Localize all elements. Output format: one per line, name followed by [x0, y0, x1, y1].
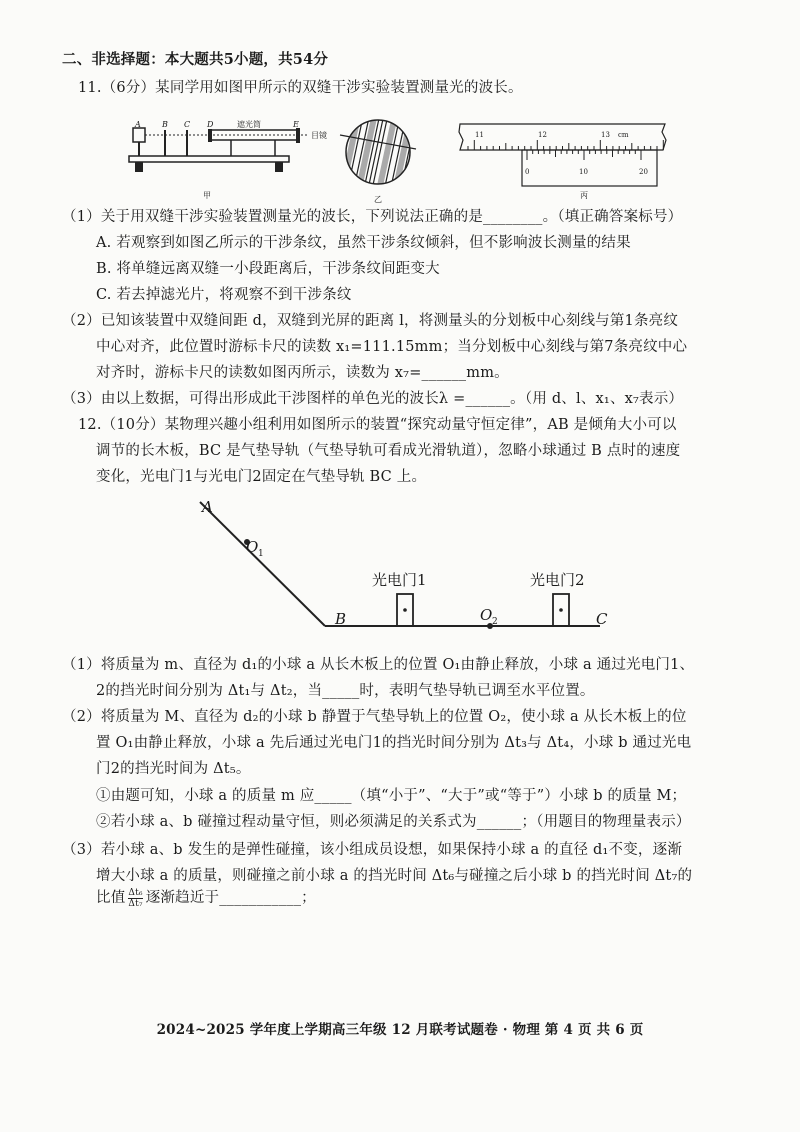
page-footer: 2024~2025 学年度上学期高三年级 12 月联考试题卷 · 物理 第 4 页 共 6 页: [156, 1022, 644, 1038]
vernier-tick-0: 0: [525, 168, 530, 176]
q11-part2-line1: （2）已知该装置中双缝间距 d，双缝到光屏的距离 l，将测量头的分划板中心刻线与第1条亮纹: [62, 313, 679, 329]
main-tick-12: 12: [538, 131, 547, 139]
q12-part1-line2: 2的挡光时间分别为 Δt₁与 Δt₂，当_____时，表明气垫导轨已调至水平位置。: [96, 683, 595, 699]
label-b: B: [162, 120, 168, 129]
q12-track-diagram: [180, 490, 620, 640]
main-tick-11: 11: [475, 131, 484, 139]
label-d: D: [207, 120, 214, 129]
unit-cm: cm: [618, 131, 629, 139]
question-11-stem: 11.（6分）某同学用如图甲所示的双缝干涉实验装置测量光的波长。: [78, 80, 523, 96]
caption-bing: 丙: [580, 191, 588, 200]
q12-stem-line3: 变化，光电门1与光电门2固定在气垫导轨 BC 上。: [96, 469, 427, 485]
q12-part2-item2: ②若小球 a、b 碰撞过程动量守恒，则必须满足的关系式为______；（用题目的物理量表示）: [96, 814, 691, 830]
gate2-label: 光电门2: [530, 571, 585, 589]
q12-part3-line3: [96, 886, 316, 909]
point-b-label: B: [335, 610, 347, 628]
q11-part1: （1）关于用双缝干涉实验装置测量光的波长，下列说法正确的是________。（填正确答案标号）: [62, 209, 683, 225]
fraction-denominator: Δt₇: [128, 898, 143, 909]
point-c-label: C: [596, 610, 608, 628]
label-e: E: [293, 120, 299, 129]
q12-part2-line2: 置 O₁由静止释放，小球 a 先后通过光电门1的挡光时间分别为 Δt₃与 Δt₄，小球 b 通过光电: [96, 735, 692, 751]
q11-option-b: B. 将单缝远离双缝一小段距离后，干涉条纹间距变大: [96, 261, 440, 277]
q11-part2-line2: 中心对齐，此位置时游标卡尺的读数 x₁=111.15mm；当分划板中心刻线与第7条亮纹中心: [96, 339, 688, 355]
section-title: 二、非选择题：本大题共5小题，共54分: [62, 51, 329, 68]
gate1-label: 光电门1: [372, 571, 427, 589]
q12-stem-line1: 12.（10分）某物理兴趣小组利用如图所示的装置“探究动量守恒定律”，AB 是倾角大小可以: [78, 417, 677, 433]
label-a: A: [135, 120, 141, 129]
caption-yi: 乙: [374, 195, 382, 204]
q12-part2-item1: ①由题可知，小球 a 的质量 m 应_____（填“小于”、“大于”或“等于”）小球 b 的质量 M；: [96, 788, 687, 804]
fraction-numerator: Δt₆: [128, 887, 143, 898]
point-o2-sub: 2: [492, 617, 498, 627]
ratio-prefix: 比值: [96, 890, 126, 906]
q12-part1-line1: （1）将质量为 m、直径为 d₁的小球 a 从长木板上的位置 O₁由静止释放，小球 a 通过光电门1、: [62, 657, 695, 673]
figure-yi-fringes: [338, 115, 418, 205]
tube-label: 遮光筒: [237, 120, 261, 129]
eyepiece-label: 目镜: [311, 131, 327, 140]
q11-option-a: A. 若观察到如图乙所示的干涉条纹，虽然干涉条纹倾斜，但不影响波长测量的结果: [96, 235, 631, 251]
figure-jia-apparatus: [125, 118, 340, 203]
figure-bing-vernier: [430, 122, 670, 202]
q11-part3: （3）由以上数据，可得出形成此干涉图样的单色光的波长λ =______。（用 d、l、x₁、x₇表示）: [62, 391, 684, 407]
vernier-tick-10: 10: [579, 168, 588, 176]
q12-part2-line1: （2）将质量为 M、直径为 d₂的小球 b 静置于气垫导轨上的位置 O₂，使小球 a 从长木板上的位: [62, 709, 687, 725]
q12-stem-line2: 调节的长木板，BC 是气垫导轨（气垫导轨可看成光滑轨道），忽略小球通过 B 点时的速度: [96, 443, 681, 459]
point-o1-sub: 1: [258, 549, 264, 559]
point-a-label: A: [202, 498, 213, 516]
q12-part3-line2: 增大小球 a 的质量，则碰撞之前小球 a 的挡光时间 Δt₆与碰撞之后小球 b 的挡光时间 Δt₇的: [96, 868, 693, 884]
q11-part2-line3: 对齐时，游标卡尺的读数如图丙所示，读数为 x₇=______mm。: [96, 365, 509, 381]
q12-part3-line1: （3）若小球 a、b 发生的是弹性碰撞，该小组成员设想，如果保持小球 a 的直径 d₁不变，逐渐: [62, 842, 683, 858]
point-o2-label: O: [480, 606, 493, 624]
point-o1-label: O: [246, 538, 259, 556]
q12-part2-line3: 门2的挡光时间为 Δt₅。: [96, 761, 251, 777]
vernier-tick-20: 20: [639, 168, 648, 176]
q11-option-c: C. 若去掉滤光片，将观察不到干涉条纹: [96, 287, 352, 303]
main-tick-13: 13: [601, 131, 610, 139]
ratio-fraction: [128, 888, 142, 909]
ratio-suffix: 逐渐趋近于___________；: [145, 890, 316, 906]
caption-jia: 甲: [203, 191, 211, 200]
label-c: C: [184, 120, 191, 129]
